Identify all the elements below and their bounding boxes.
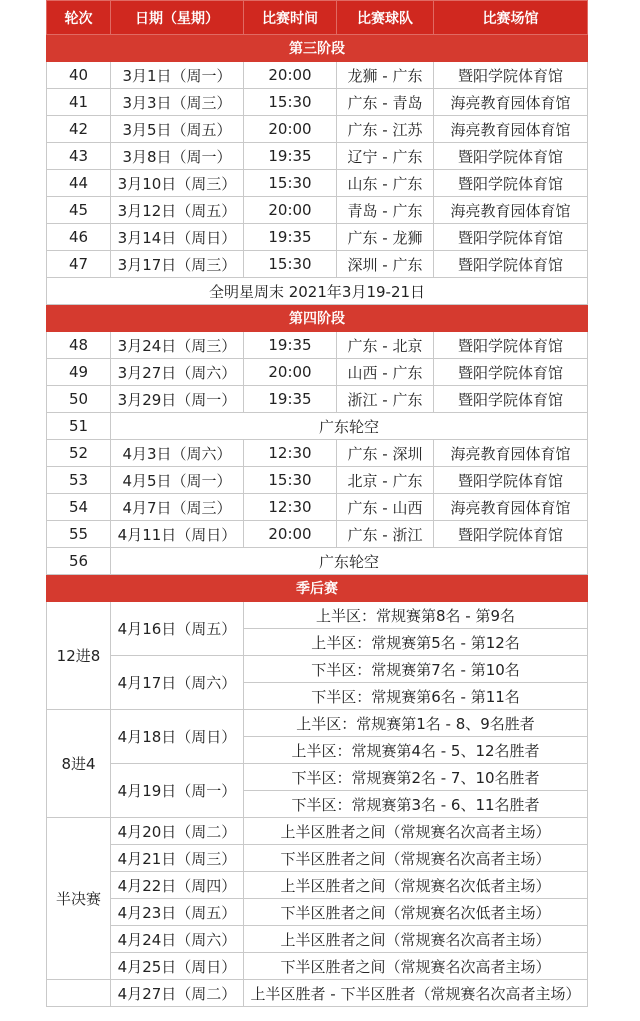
cell-time: 20:00 (244, 359, 337, 386)
semifinal-label: 半决赛 (47, 818, 111, 980)
cell-matchup: 下半区：常规赛第3名 - 6、11名胜者 (244, 791, 588, 818)
cell-matchup: 上半区胜者 - 下半区胜者（常规赛名次高者主场） (244, 980, 588, 1007)
round-12to8-label: 12进8 (47, 602, 111, 710)
cell-round: 46 (47, 224, 111, 251)
cell-venue: 暨阳学院体育馆 (434, 251, 588, 278)
table-row (47, 818, 588, 845)
cell-date: 4月25日（周日） (111, 953, 244, 980)
cell-teams: 广东 - 深圳 (337, 440, 434, 467)
table-row (47, 170, 588, 197)
cell-date: 3月5日（周五） (111, 116, 244, 143)
cell-time: 19:35 (244, 143, 337, 170)
header-date: 日期（星期） (111, 1, 244, 35)
cell-time: 19:35 (244, 332, 337, 359)
cell-round: 49 (47, 359, 111, 386)
cell-venue: 暨阳学院体育馆 (434, 224, 588, 251)
cell-teams: 山西 - 广东 (337, 359, 434, 386)
playoffs-title: 季后赛 (47, 575, 588, 602)
cell-matchup: 下半区胜者之间（常规赛名次低者主场） (244, 899, 588, 926)
cell-time: 15:30 (244, 467, 337, 494)
table-row (47, 197, 588, 224)
cell-matchup: 上半区：常规赛第5名 - 第12名 (244, 629, 588, 656)
cell-time: 15:30 (244, 89, 337, 116)
cell-teams: 广东 - 北京 (337, 332, 434, 359)
cell-date: 4月7日（周三） (111, 494, 244, 521)
cell-round: 40 (47, 62, 111, 89)
table-row (47, 359, 588, 386)
stage3-title: 第三阶段 (47, 35, 588, 62)
cell-round: 43 (47, 143, 111, 170)
cell-venue: 海亮教育园体育馆 (434, 116, 588, 143)
schedule-sheet (46, 0, 587, 1007)
table-row (47, 764, 588, 791)
cell-teams: 龙狮 - 广东 (337, 62, 434, 89)
cell-venue: 暨阳学院体育馆 (434, 332, 588, 359)
round-8to4-label: 8进4 (47, 710, 111, 818)
cell-round: 53 (47, 467, 111, 494)
cell-time: 15:30 (244, 170, 337, 197)
cell-date: 3月12日（周五） (111, 197, 244, 224)
cell-date: 4月16日（周五） (111, 602, 244, 656)
cell-teams: 浙江 - 广东 (337, 386, 434, 413)
cell-venue: 暨阳学院体育馆 (434, 467, 588, 494)
table-row (47, 521, 588, 548)
cell-date: 4月5日（周一） (111, 467, 244, 494)
cell-venue: 海亮教育园体育馆 (434, 197, 588, 224)
table-row (47, 899, 588, 926)
cell-teams: 广东 - 龙狮 (337, 224, 434, 251)
cell-matchup: 上半区：常规赛第4名 - 5、12名胜者 (244, 737, 588, 764)
cell-date: 4月11日（周日） (111, 521, 244, 548)
cell-date: 3月10日（周三） (111, 170, 244, 197)
cell-round: 50 (47, 386, 111, 413)
cell-date: 4月24日（周六） (111, 926, 244, 953)
cell-time: 19:35 (244, 386, 337, 413)
cell-date: 3月27日（周六） (111, 359, 244, 386)
header-row (47, 1, 588, 35)
table-row (47, 386, 588, 413)
cell-round: 54 (47, 494, 111, 521)
cell-time: 20:00 (244, 197, 337, 224)
cell-teams: 广东 - 江苏 (337, 116, 434, 143)
stage4-title: 第四阶段 (47, 305, 588, 332)
cell-time: 12:30 (244, 440, 337, 467)
header-time: 比赛时间 (244, 1, 337, 35)
cell-round: 52 (47, 440, 111, 467)
table-row (47, 224, 588, 251)
table-row (47, 602, 588, 629)
cell-venue: 暨阳学院体育馆 (434, 359, 588, 386)
cell-round: 47 (47, 251, 111, 278)
cell-teams: 青岛 - 广东 (337, 197, 434, 224)
cell-round: 41 (47, 89, 111, 116)
cell-teams: 山东 - 广东 (337, 170, 434, 197)
cell-date: 4月21日（周三） (111, 845, 244, 872)
cell-round: 51 (47, 413, 111, 440)
bye-row (47, 548, 588, 575)
cell-round: 56 (47, 548, 111, 575)
table-row (47, 332, 588, 359)
cell-date: 3月29日（周一） (111, 386, 244, 413)
header-teams: 比赛球队 (337, 1, 434, 35)
cell-teams: 广东 - 青岛 (337, 89, 434, 116)
cell-venue: 暨阳学院体育馆 (434, 170, 588, 197)
cell-time: 20:00 (244, 116, 337, 143)
cell-round (47, 980, 111, 1007)
table-row (47, 62, 588, 89)
table-row (47, 926, 588, 953)
cell-date: 3月17日（周三） (111, 251, 244, 278)
cell-matchup: 上半区：常规赛第1名 - 8、9名胜者 (244, 710, 588, 737)
cell-teams: 广东 - 山西 (337, 494, 434, 521)
table-row (47, 440, 588, 467)
cell-date: 4月3日（周六） (111, 440, 244, 467)
cell-matchup: 下半区：常规赛第7名 - 第10名 (244, 656, 588, 683)
cell-venue: 暨阳学院体育馆 (434, 62, 588, 89)
stage4-title-row (47, 305, 588, 332)
table-row (47, 980, 588, 1007)
table-row (47, 467, 588, 494)
table-row (47, 656, 588, 683)
cell-matchup: 下半区：常规赛第6名 - 第11名 (244, 683, 588, 710)
cell-teams: 辽宁 - 广东 (337, 143, 434, 170)
cell-matchup: 上半区：常规赛第8名 - 第9名 (244, 602, 588, 629)
cell-date: 3月8日（周一） (111, 143, 244, 170)
cell-venue: 暨阳学院体育馆 (434, 521, 588, 548)
cell-time: 20:00 (244, 62, 337, 89)
playoffs-title-row (47, 575, 588, 602)
cell-date: 4月22日（周四） (111, 872, 244, 899)
allstar-note: 全明星周末 2021年3月19-21日 (47, 278, 588, 305)
cell-teams: 北京 - 广东 (337, 467, 434, 494)
cell-date: 3月3日（周三） (111, 89, 244, 116)
header-venue: 比赛场馆 (434, 1, 588, 35)
cell-date: 3月14日（周日） (111, 224, 244, 251)
bye-text: 广东轮空 (111, 413, 588, 440)
cell-round: 55 (47, 521, 111, 548)
cell-time: 20:00 (244, 521, 337, 548)
cell-round: 42 (47, 116, 111, 143)
cell-round: 44 (47, 170, 111, 197)
cell-time: 19:35 (244, 224, 337, 251)
cell-date: 4月19日（周一） (111, 764, 244, 818)
bye-text: 广东轮空 (111, 548, 588, 575)
cell-date: 3月1日（周一） (111, 62, 244, 89)
bye-row (47, 413, 588, 440)
table-row (47, 953, 588, 980)
cell-matchup: 下半区胜者之间（常规赛名次高者主场） (244, 845, 588, 872)
cell-teams: 深圳 - 广东 (337, 251, 434, 278)
cell-time: 12:30 (244, 494, 337, 521)
table-row (47, 251, 588, 278)
header-round: 轮次 (47, 1, 111, 35)
cell-teams: 广东 - 浙江 (337, 521, 434, 548)
cell-date: 4月23日（周五） (111, 899, 244, 926)
cell-matchup: 下半区：常规赛第2名 - 7、10名胜者 (244, 764, 588, 791)
cell-venue: 暨阳学院体育馆 (434, 143, 588, 170)
cell-venue: 暨阳学院体育馆 (434, 386, 588, 413)
cell-date: 4月18日（周日） (111, 710, 244, 764)
cell-matchup: 下半区胜者之间（常规赛名次高者主场） (244, 953, 588, 980)
cell-round: 48 (47, 332, 111, 359)
cell-round: 45 (47, 197, 111, 224)
allstar-note-row (47, 278, 588, 305)
table-row (47, 143, 588, 170)
cell-date: 4月20日（周二） (111, 818, 244, 845)
table-row (47, 845, 588, 872)
table-row (47, 494, 588, 521)
cell-matchup: 上半区胜者之间（常规赛名次高者主场） (244, 926, 588, 953)
cell-date: 3月24日（周三） (111, 332, 244, 359)
cell-date: 4月27日（周二） (111, 980, 244, 1007)
cell-matchup: 上半区胜者之间（常规赛名次高者主场） (244, 818, 588, 845)
table-row (47, 710, 588, 737)
table-row (47, 116, 588, 143)
cell-matchup: 上半区胜者之间（常规赛名次低者主场） (244, 872, 588, 899)
schedule-table (46, 0, 588, 1007)
cell-venue: 海亮教育园体育馆 (434, 89, 588, 116)
stage3-title-row (47, 35, 588, 62)
table-row (47, 89, 588, 116)
cell-venue: 海亮教育园体育馆 (434, 494, 588, 521)
cell-date: 4月17日（周六） (111, 656, 244, 710)
cell-time: 15:30 (244, 251, 337, 278)
table-row (47, 872, 588, 899)
cell-venue: 海亮教育园体育馆 (434, 440, 588, 467)
